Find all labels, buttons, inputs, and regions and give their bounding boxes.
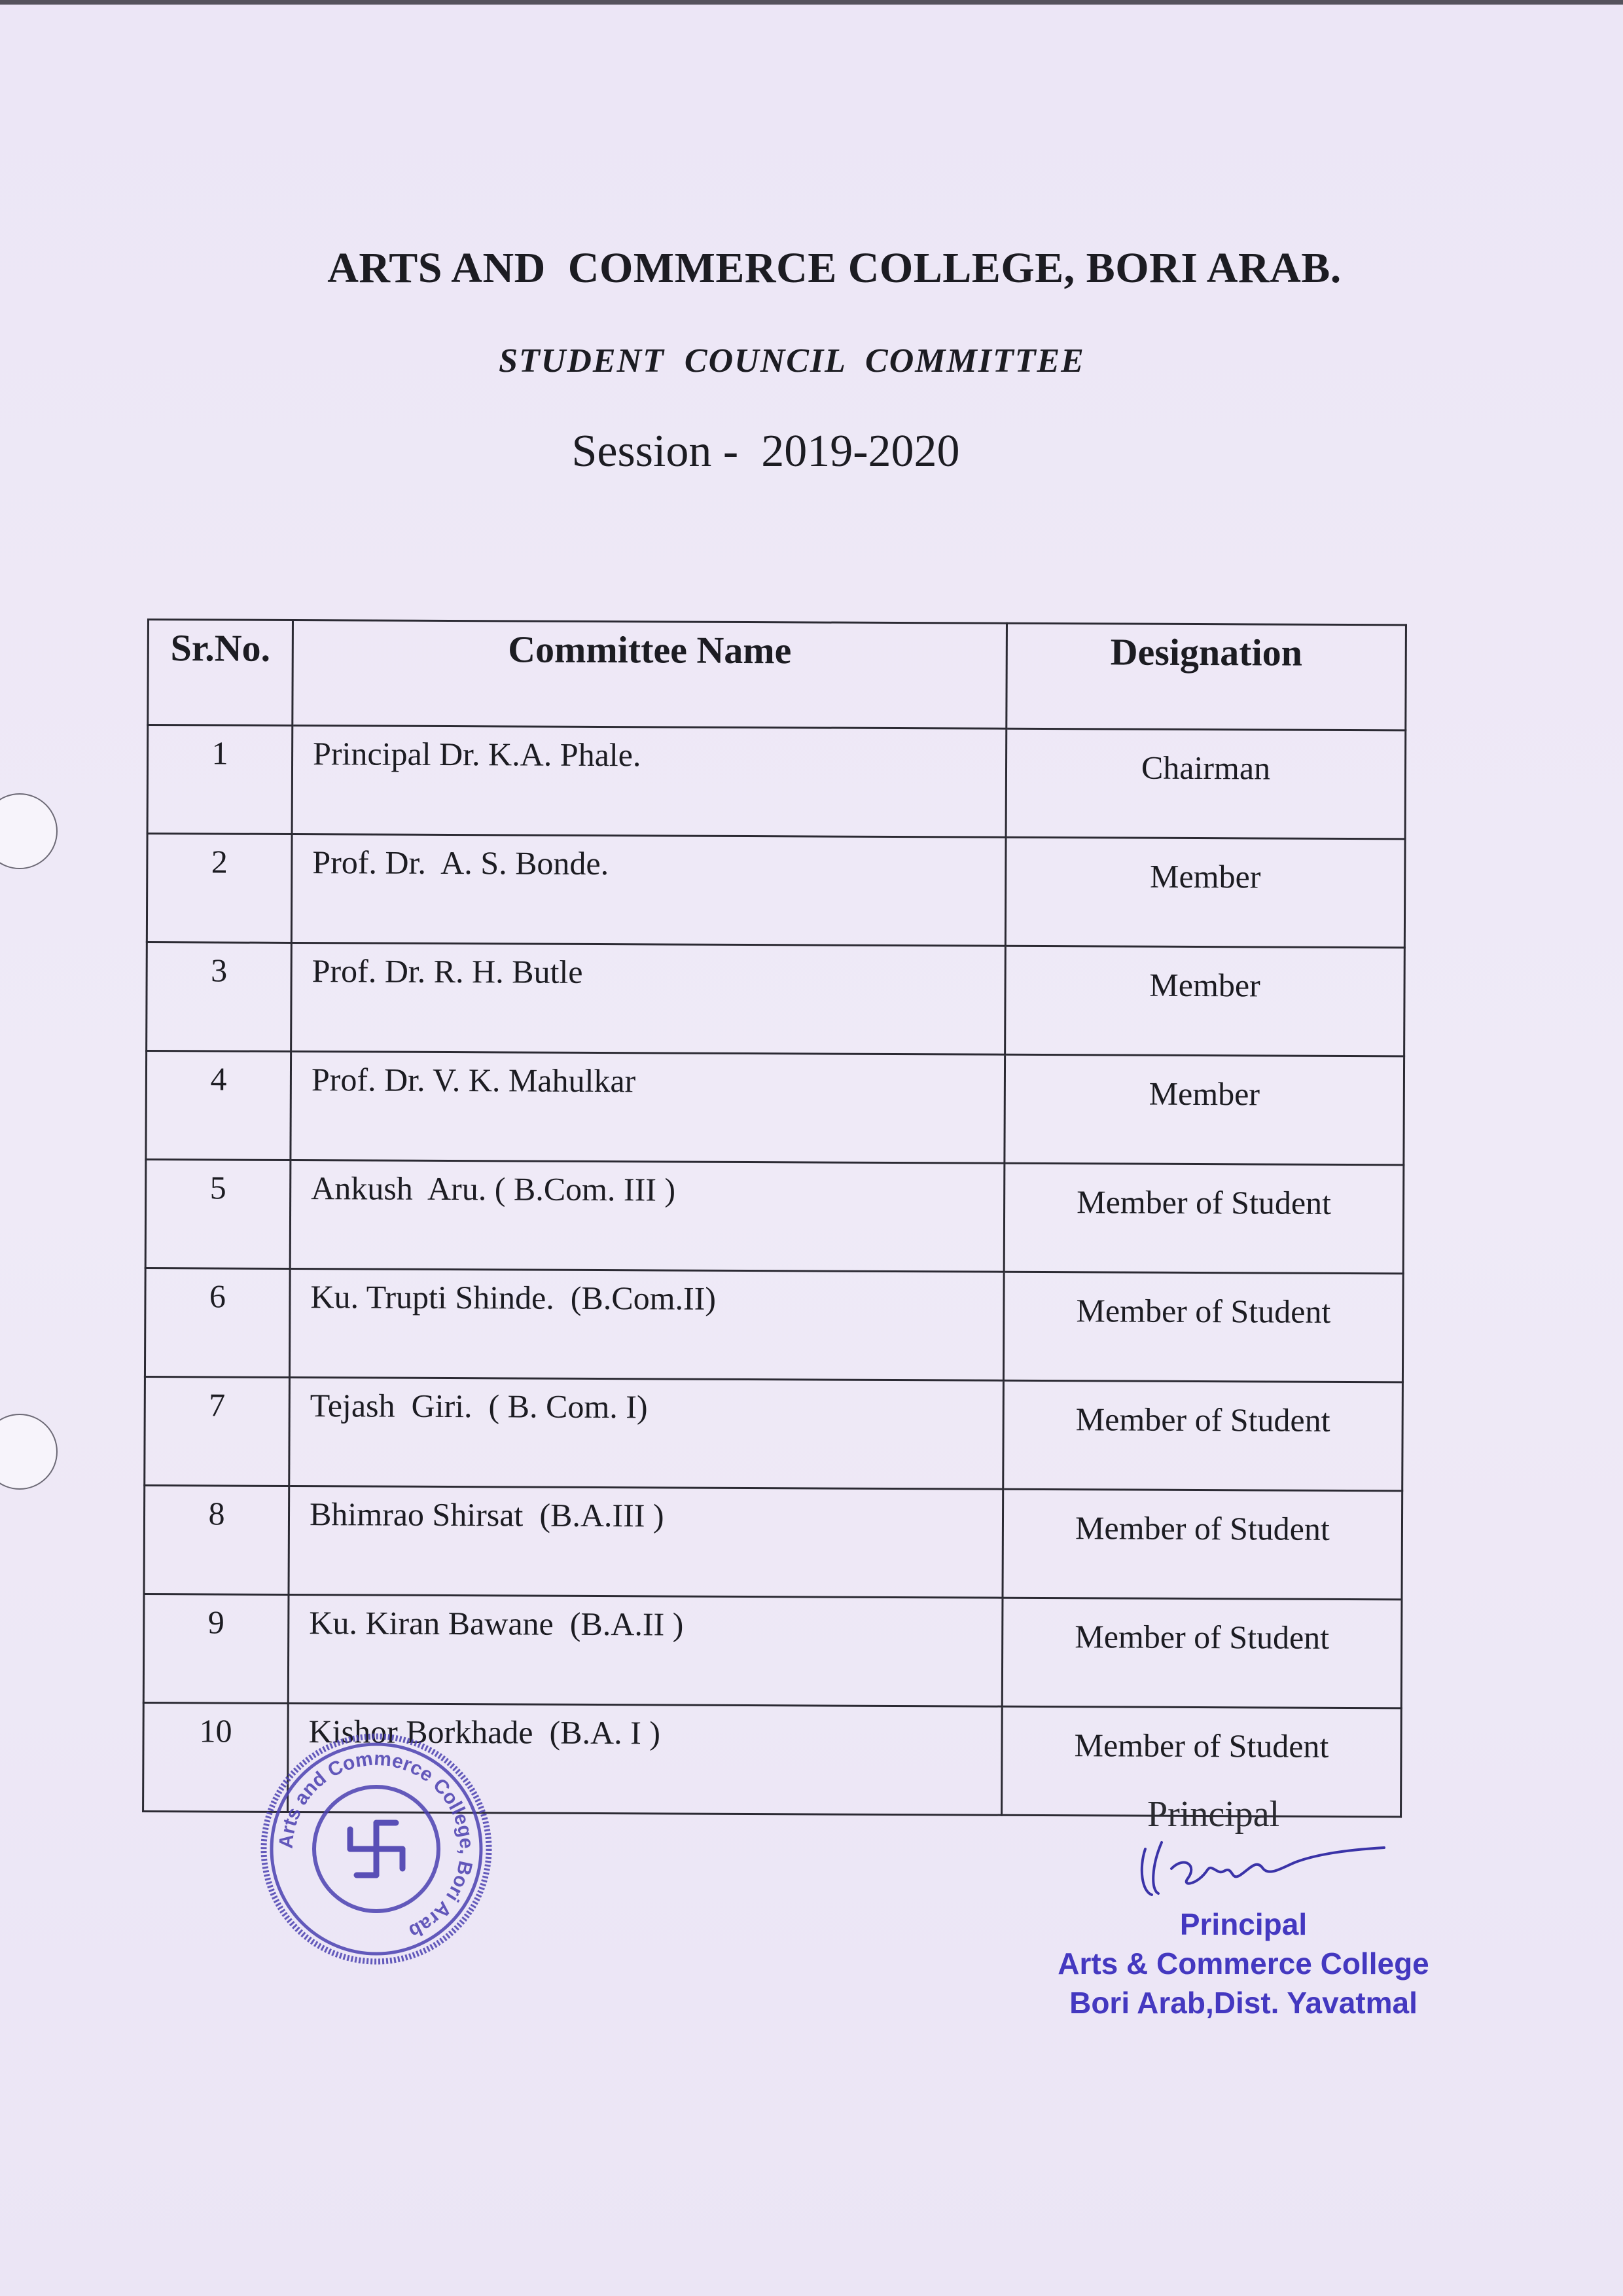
cell-designation: Member of Student bbox=[1004, 1163, 1404, 1274]
cell-sr-no: 3 bbox=[147, 942, 292, 1052]
table-row bbox=[147, 834, 1405, 948]
cell-designation: Member of Student bbox=[1003, 1272, 1403, 1382]
cell-name: Principal Dr. K.A. Phale. bbox=[292, 725, 1007, 837]
table-header-row bbox=[148, 620, 1406, 730]
cell-name: Kishor Borkhade (B.A. I ) bbox=[288, 1703, 1003, 1815]
cell-sr-no: 1 bbox=[147, 725, 293, 834]
swastika-icon bbox=[350, 1823, 402, 1875]
signature-block bbox=[1008, 1793, 1479, 2049]
header-sr-no: Sr.No. bbox=[148, 620, 293, 726]
stamp-title: Principal bbox=[1179, 1907, 1308, 1941]
cell-designation: Chairman bbox=[1006, 728, 1406, 839]
cell-sr-no: 2 bbox=[147, 834, 292, 943]
cell-sr-no: 4 bbox=[146, 1051, 291, 1160]
stamp-address: Bori Arab,Dist. Yavatmal bbox=[1069, 1986, 1418, 2020]
cell-name: Bhimrao Shirsat (B.A.III ) bbox=[289, 1486, 1003, 1598]
college-seal bbox=[255, 1728, 497, 1970]
cell-name: Prof. Dr. A. S. Bonde. bbox=[291, 834, 1006, 946]
principal-stamp bbox=[1008, 1905, 1479, 2022]
cell-name: Tejash Giri. ( B. Com. I) bbox=[289, 1377, 1004, 1489]
table-row bbox=[143, 1594, 1402, 1708]
cell-designation: Member of Student bbox=[1002, 1598, 1402, 1708]
table-row bbox=[145, 1159, 1404, 1273]
cell-designation: Member of Student bbox=[1003, 1489, 1402, 1600]
session-line: Session - 2019-2020 bbox=[571, 426, 960, 476]
cell-name: Ku. Kiran Bawane (B.A.II ) bbox=[288, 1594, 1003, 1706]
cell-designation: Member bbox=[1005, 837, 1405, 948]
cell-sr-no: 5 bbox=[145, 1159, 291, 1268]
cell-name: Ankush Aru. ( B.Com. III ) bbox=[290, 1160, 1005, 1272]
table-row bbox=[147, 942, 1405, 1056]
cell-sr-no: 7 bbox=[145, 1376, 290, 1486]
table-row bbox=[144, 1485, 1402, 1599]
scan-top-edge bbox=[0, 0, 1623, 5]
principal-label: Principal bbox=[1147, 1794, 1280, 1835]
header-committee-name: Committee Name bbox=[293, 620, 1007, 728]
cell-sr-no: 8 bbox=[144, 1485, 289, 1594]
table-row bbox=[147, 725, 1406, 839]
cell-sr-no: 9 bbox=[143, 1594, 289, 1703]
seal-text: Arts and Commerce College, Bori Arab bbox=[275, 1748, 478, 1943]
cell-name: Prof. Dr. R. H. Butle bbox=[291, 942, 1006, 1054]
college-title: ARTS AND COMMERCE COLLEGE, BORI ARAB. bbox=[327, 244, 1342, 292]
table-row bbox=[146, 1051, 1404, 1165]
header-designation: Designation bbox=[1007, 623, 1406, 730]
cell-designation: Member bbox=[1005, 946, 1405, 1056]
table-row bbox=[145, 1268, 1403, 1382]
table-row bbox=[145, 1376, 1403, 1490]
cell-sr-no: 10 bbox=[143, 1702, 289, 1812]
committee-table bbox=[142, 619, 1407, 1818]
principal-signature bbox=[1126, 1829, 1387, 1901]
cell-designation: Member of Student bbox=[1003, 1380, 1403, 1491]
cell-name: Ku. Trupti Shinde. (B.Com.II) bbox=[289, 1268, 1004, 1380]
cell-name: Prof. Dr. V. K. Mahulkar bbox=[291, 1051, 1005, 1163]
cell-sr-no: 6 bbox=[145, 1268, 290, 1377]
stamp-college: Arts & Commerce College bbox=[1058, 1946, 1429, 1981]
cell-designation: Member of Student bbox=[1002, 1706, 1402, 1817]
cell-designation: Member bbox=[1005, 1054, 1404, 1165]
committee-title: STUDENT COUNCIL COMMITTEE bbox=[499, 342, 1085, 380]
